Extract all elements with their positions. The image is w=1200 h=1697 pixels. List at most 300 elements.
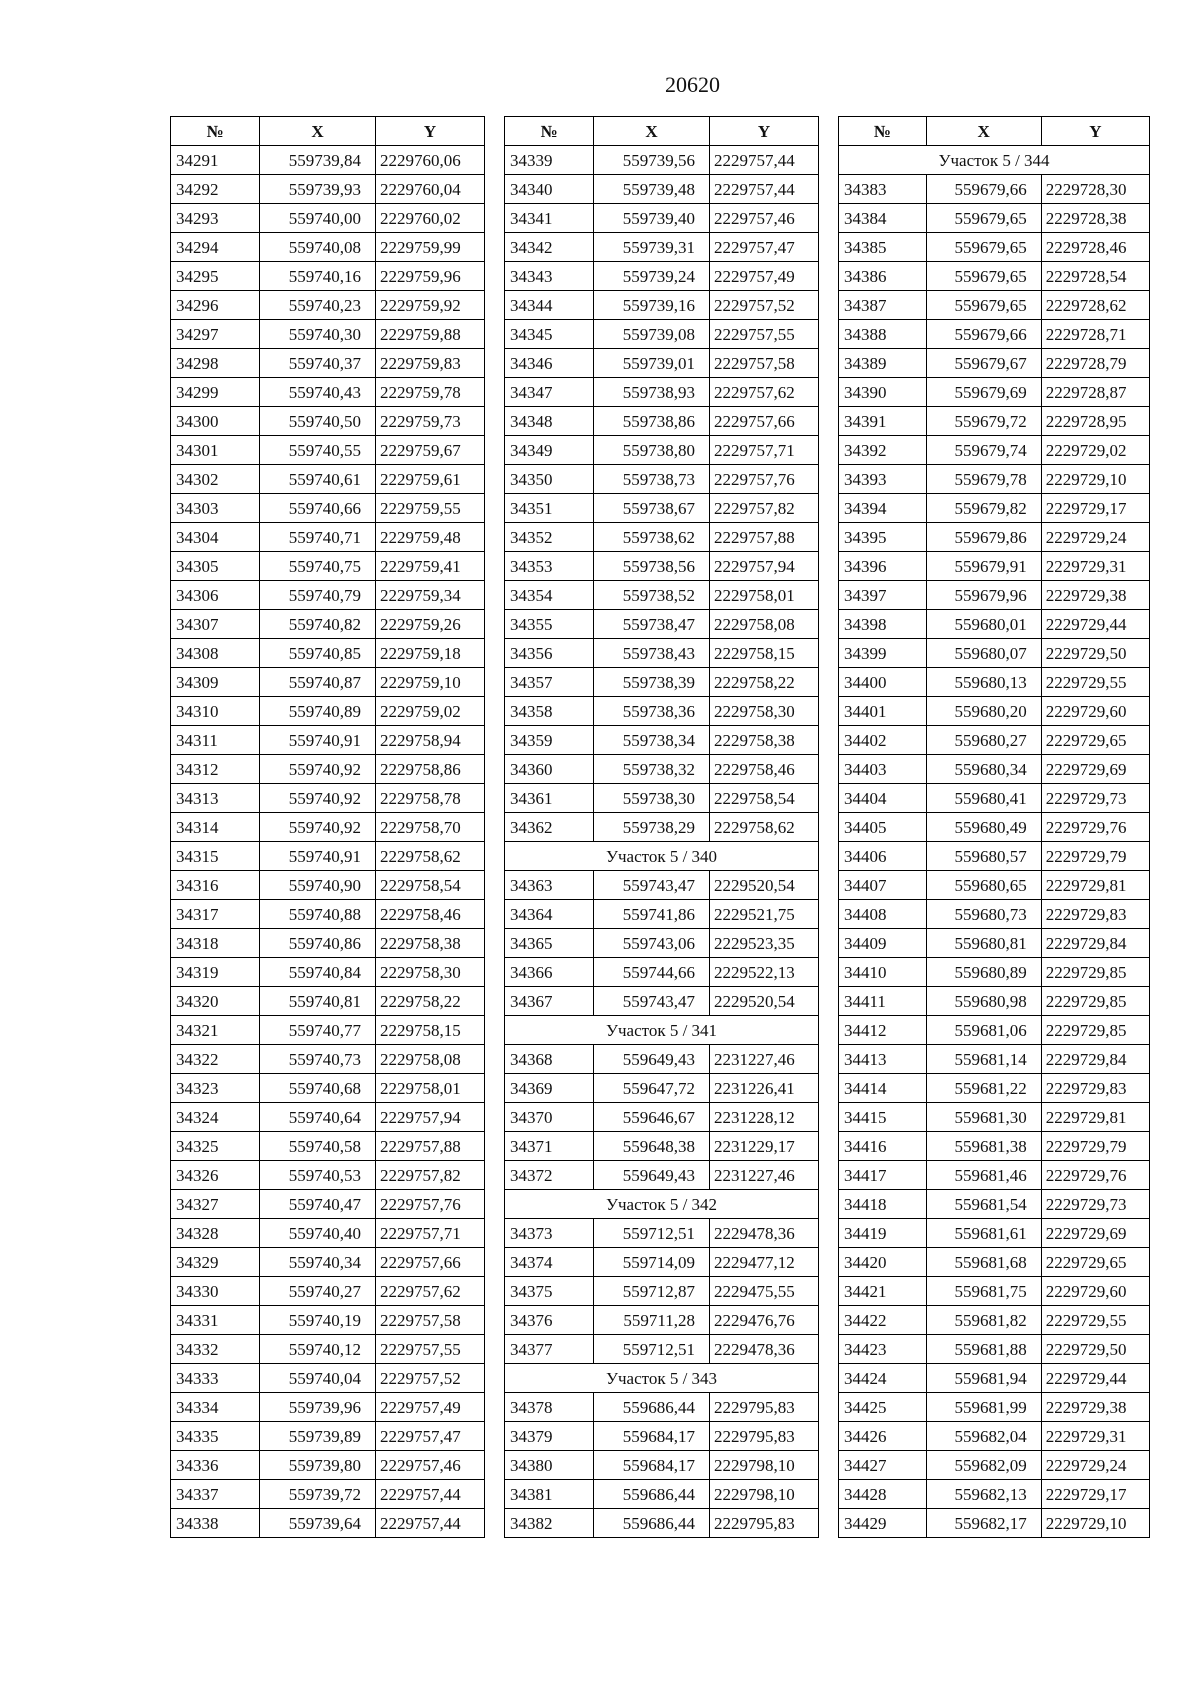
table-row (839, 1364, 1150, 1393)
point-number: 34346 (505, 349, 594, 378)
coord-y: 2229759,99 (376, 233, 485, 262)
point-number: 34397 (839, 581, 927, 610)
table-row (171, 146, 485, 175)
table-row (505, 784, 819, 813)
point-number: 34396 (839, 552, 927, 581)
point-number: 34403 (839, 755, 927, 784)
table-row (505, 958, 819, 987)
coord-y: 2229759,78 (376, 378, 485, 407)
coord-y: 2231226,41 (710, 1074, 819, 1103)
point-number: 34383 (839, 175, 927, 204)
coord-x: 559647,72 (594, 1074, 710, 1103)
coord-x: 559679,65 (926, 233, 1041, 262)
coord-x: 559739,64 (260, 1509, 376, 1538)
point-number: 34331 (171, 1306, 260, 1335)
table-header-row (171, 117, 485, 146)
point-number: 34299 (171, 378, 260, 407)
table-row (171, 1335, 485, 1364)
coord-y: 2229477,12 (710, 1248, 819, 1277)
table-row (839, 1335, 1150, 1364)
coord-x: 559738,73 (594, 465, 710, 494)
coord-x: 559740,79 (260, 581, 376, 610)
coord-x: 559680,41 (926, 784, 1041, 813)
point-number: 34320 (171, 987, 260, 1016)
coord-x: 559740,85 (260, 639, 376, 668)
table-row (505, 668, 819, 697)
point-number: 34422 (839, 1306, 927, 1335)
page-number: 20620 (665, 72, 720, 97)
coord-y: 2229729,50 (1041, 639, 1149, 668)
coord-y: 2229757,49 (710, 262, 819, 291)
coord-x: 559680,73 (926, 900, 1041, 929)
point-number: 34366 (505, 958, 594, 987)
point-number: 34291 (171, 146, 260, 175)
coord-y: 2229729,55 (1041, 668, 1149, 697)
point-number: 34379 (505, 1422, 594, 1451)
point-number: 34329 (171, 1248, 260, 1277)
table-row (171, 1277, 485, 1306)
table-header-row (839, 117, 1150, 146)
table-row (171, 436, 485, 465)
table-row (839, 233, 1150, 262)
coord-y: 2229759,83 (376, 349, 485, 378)
coord-x: 559739,89 (260, 1422, 376, 1451)
coord-x: 559738,29 (594, 813, 710, 842)
point-number: 34406 (839, 842, 927, 871)
coord-x: 559740,64 (260, 1103, 376, 1132)
table-row (839, 610, 1150, 639)
coord-y: 2229729,02 (1041, 436, 1149, 465)
coord-y: 2229757,66 (376, 1248, 485, 1277)
point-number: 34392 (839, 436, 927, 465)
coord-y: 2229757,44 (710, 175, 819, 204)
table-row (839, 755, 1150, 784)
coord-y: 2229729,31 (1041, 552, 1149, 581)
table-row (839, 1161, 1150, 1190)
table-row (505, 1219, 819, 1248)
table-row (171, 1016, 485, 1045)
coord-y: 2229520,54 (710, 871, 819, 900)
coord-x: 559739,31 (594, 233, 710, 262)
coord-x: 559740,71 (260, 523, 376, 552)
table-row (839, 1277, 1150, 1306)
coord-x: 559680,98 (926, 987, 1041, 1016)
coord-x: 559739,93 (260, 175, 376, 204)
point-number: 34309 (171, 668, 260, 697)
coord-y: 2231228,12 (710, 1103, 819, 1132)
point-number: 34295 (171, 262, 260, 291)
point-number: 34368 (505, 1045, 594, 1074)
coord-y: 2229758,30 (376, 958, 485, 987)
table-row (171, 581, 485, 610)
table-row (839, 1132, 1150, 1161)
point-number: 34391 (839, 407, 927, 436)
coord-x: 559740,08 (260, 233, 376, 262)
coord-x: 559679,69 (926, 378, 1041, 407)
point-number: 34348 (505, 407, 594, 436)
point-number: 34401 (839, 697, 927, 726)
coord-x: 559739,16 (594, 291, 710, 320)
coord-y: 2229758,01 (376, 1074, 485, 1103)
coordinate-tables (170, 116, 1150, 1591)
coord-x: 559740,81 (260, 987, 376, 1016)
table-row (171, 900, 485, 929)
point-number: 34306 (171, 581, 260, 610)
coord-x: 559740,92 (260, 813, 376, 842)
coord-y: 2229758,70 (376, 813, 485, 842)
coord-x: 559740,47 (260, 1190, 376, 1219)
coord-y: 2229757,94 (376, 1103, 485, 1132)
coord-y: 2229729,10 (1041, 465, 1149, 494)
point-number: 34322 (171, 1045, 260, 1074)
coord-x: 559679,74 (926, 436, 1041, 465)
point-number: 34429 (839, 1509, 927, 1538)
coord-x: 559739,56 (594, 146, 710, 175)
table-row (505, 900, 819, 929)
header-y: Y (710, 117, 819, 146)
coord-y: 2229729,83 (1041, 900, 1149, 929)
table-row (505, 204, 819, 233)
point-number: 34351 (505, 494, 594, 523)
coord-y: 2229523,35 (710, 929, 819, 958)
coord-x: 559679,65 (926, 204, 1041, 233)
table-row (505, 349, 819, 378)
coord-y: 2229729,76 (1041, 813, 1149, 842)
point-number: 34341 (505, 204, 594, 233)
table-row (839, 1103, 1150, 1132)
header-x: X (260, 117, 376, 146)
table-row (505, 552, 819, 581)
point-number: 34296 (171, 291, 260, 320)
table-row (839, 958, 1150, 987)
coord-y: 2229759,41 (376, 552, 485, 581)
coord-x: 559740,92 (260, 784, 376, 813)
table-row (505, 755, 819, 784)
point-number: 34358 (505, 697, 594, 726)
coord-x: 559740,91 (260, 842, 376, 871)
coord-y: 2229798,10 (710, 1480, 819, 1509)
point-number: 34319 (171, 958, 260, 987)
coord-x: 559744,66 (594, 958, 710, 987)
coord-x: 559680,01 (926, 610, 1041, 639)
point-number: 34300 (171, 407, 260, 436)
table-row (171, 233, 485, 262)
section-title: Участок 5 / 343 (505, 1364, 819, 1393)
coord-x: 559712,51 (594, 1219, 710, 1248)
point-number: 34357 (505, 668, 594, 697)
point-number: 34333 (171, 1364, 260, 1393)
point-number: 34294 (171, 233, 260, 262)
coord-y: 2229729,69 (1041, 1219, 1149, 1248)
table-row (171, 1219, 485, 1248)
coord-x: 559686,44 (594, 1509, 710, 1538)
coord-x: 559681,99 (926, 1393, 1041, 1422)
coord-y: 2229729,24 (1041, 523, 1149, 552)
point-number: 34323 (171, 1074, 260, 1103)
point-number: 34413 (839, 1045, 927, 1074)
point-number: 34386 (839, 262, 927, 291)
point-number: 34349 (505, 436, 594, 465)
coord-x: 559679,82 (926, 494, 1041, 523)
table-row (505, 1393, 819, 1422)
coord-x: 559679,91 (926, 552, 1041, 581)
coord-y: 2229758,62 (710, 813, 819, 842)
coord-y: 2229757,71 (376, 1219, 485, 1248)
coord-x: 559740,68 (260, 1074, 376, 1103)
point-number: 34359 (505, 726, 594, 755)
header-number: № (839, 117, 927, 146)
table-row (505, 1161, 819, 1190)
coord-x: 559681,06 (926, 1016, 1041, 1045)
coord-y: 2229478,36 (710, 1219, 819, 1248)
point-number: 34362 (505, 813, 594, 842)
point-number: 34382 (505, 1509, 594, 1538)
coord-y: 2229729,83 (1041, 1074, 1149, 1103)
table-row (171, 668, 485, 697)
coord-y: 2229758,86 (376, 755, 485, 784)
header-x: X (594, 117, 710, 146)
point-number: 34308 (171, 639, 260, 668)
table-row (839, 552, 1150, 581)
coord-x: 559681,61 (926, 1219, 1041, 1248)
point-number: 34292 (171, 175, 260, 204)
table-row (171, 465, 485, 494)
point-number: 34408 (839, 900, 927, 929)
point-number: 34344 (505, 291, 594, 320)
coord-x: 559681,88 (926, 1335, 1041, 1364)
point-number: 34407 (839, 871, 927, 900)
point-number: 34416 (839, 1132, 927, 1161)
coord-y: 2229757,58 (710, 349, 819, 378)
coord-x: 559682,09 (926, 1451, 1041, 1480)
coord-x: 559739,08 (594, 320, 710, 349)
point-number: 34381 (505, 1480, 594, 1509)
coord-x: 559738,62 (594, 523, 710, 552)
coord-y: 2229728,30 (1041, 175, 1149, 204)
coord-x: 559740,84 (260, 958, 376, 987)
point-number: 34415 (839, 1103, 927, 1132)
table-row (505, 1451, 819, 1480)
coord-y: 2229759,48 (376, 523, 485, 552)
coord-x: 559684,17 (594, 1422, 710, 1451)
coord-x: 559740,40 (260, 1219, 376, 1248)
table-row (171, 552, 485, 581)
table-row (839, 1219, 1150, 1248)
coord-x: 559740,55 (260, 436, 376, 465)
coord-y: 2229757,88 (376, 1132, 485, 1161)
coord-y: 2229795,83 (710, 1422, 819, 1451)
coord-x: 559740,23 (260, 291, 376, 320)
table-row (505, 465, 819, 494)
coord-y: 2229729,79 (1041, 842, 1149, 871)
section-row (505, 1364, 819, 1393)
coord-y: 2229757,62 (710, 378, 819, 407)
coord-y: 2231227,46 (710, 1161, 819, 1190)
section-row (505, 842, 819, 871)
coord-x: 559680,49 (926, 813, 1041, 842)
coord-x: 559738,36 (594, 697, 710, 726)
coord-y: 2229757,76 (376, 1190, 485, 1219)
point-number: 34334 (171, 1393, 260, 1422)
table-row (839, 349, 1150, 378)
point-number: 34363 (505, 871, 594, 900)
coord-y: 2229475,55 (710, 1277, 819, 1306)
coord-x: 559740,43 (260, 378, 376, 407)
header-number: № (505, 117, 594, 146)
table-row (505, 291, 819, 320)
table-row (839, 378, 1150, 407)
point-number: 34404 (839, 784, 927, 813)
coord-x: 559681,22 (926, 1074, 1041, 1103)
table-row (839, 1480, 1150, 1509)
coord-y: 2229729,84 (1041, 929, 1149, 958)
table-row (171, 726, 485, 755)
point-number: 34398 (839, 610, 927, 639)
coord-x: 559740,34 (260, 1248, 376, 1277)
point-number: 34374 (505, 1248, 594, 1277)
point-number: 34342 (505, 233, 594, 262)
point-number: 34360 (505, 755, 594, 784)
table-row (839, 871, 1150, 900)
point-number: 34355 (505, 610, 594, 639)
table-header-row (505, 117, 819, 146)
coord-x: 559679,67 (926, 349, 1041, 378)
table-row (171, 639, 485, 668)
table-row (171, 523, 485, 552)
coord-x: 559739,80 (260, 1451, 376, 1480)
point-number: 34301 (171, 436, 260, 465)
table-row (505, 610, 819, 639)
coord-x: 559738,32 (594, 755, 710, 784)
table-row (839, 1045, 1150, 1074)
table-row (505, 378, 819, 407)
point-number: 34414 (839, 1074, 927, 1103)
table-row (839, 1509, 1150, 1538)
coord-x: 559739,84 (260, 146, 376, 175)
table-row (505, 726, 819, 755)
coord-y: 2229728,62 (1041, 291, 1149, 320)
point-number: 34367 (505, 987, 594, 1016)
coord-x: 559738,86 (594, 407, 710, 436)
point-number: 34313 (171, 784, 260, 813)
coord-y: 2229759,73 (376, 407, 485, 436)
table-row (839, 175, 1150, 204)
coord-y: 2229729,60 (1041, 1277, 1149, 1306)
coord-x: 559739,96 (260, 1393, 376, 1422)
table-row (505, 1248, 819, 1277)
coord-y: 2229729,65 (1041, 1248, 1149, 1277)
table-row (171, 175, 485, 204)
point-number: 34302 (171, 465, 260, 494)
coordinate-table-1 (170, 116, 485, 1538)
point-number: 34310 (171, 697, 260, 726)
coord-y: 2229729,65 (1041, 726, 1149, 755)
point-number: 34399 (839, 639, 927, 668)
point-number: 34389 (839, 349, 927, 378)
table-row (839, 523, 1150, 552)
coord-y: 2229758,22 (710, 668, 819, 697)
table-row (171, 1103, 485, 1132)
table-row (839, 697, 1150, 726)
table-row (839, 1016, 1150, 1045)
coord-x: 559740,90 (260, 871, 376, 900)
table-row (505, 1422, 819, 1451)
coord-y: 2229758,54 (376, 871, 485, 900)
coord-y: 2229758,54 (710, 784, 819, 813)
coord-y: 2229478,36 (710, 1335, 819, 1364)
coord-x: 559680,34 (926, 755, 1041, 784)
table-row (505, 1277, 819, 1306)
coord-y: 2229758,30 (710, 697, 819, 726)
coord-y: 2229757,46 (376, 1451, 485, 1480)
point-number: 34378 (505, 1393, 594, 1422)
coord-x: 559712,51 (594, 1335, 710, 1364)
coord-y: 2229729,60 (1041, 697, 1149, 726)
table-row (171, 407, 485, 436)
table-row (505, 1045, 819, 1074)
header-y: Y (1041, 117, 1149, 146)
point-number: 34423 (839, 1335, 927, 1364)
coord-y: 2229758,22 (376, 987, 485, 1016)
coord-x: 559740,50 (260, 407, 376, 436)
point-number: 34421 (839, 1277, 927, 1306)
coord-x: 559738,56 (594, 552, 710, 581)
coord-y: 2229729,73 (1041, 784, 1149, 813)
coord-y: 2229757,88 (710, 523, 819, 552)
coord-x: 559646,67 (594, 1103, 710, 1132)
coord-y: 2229729,38 (1041, 581, 1149, 610)
coord-y: 2229758,94 (376, 726, 485, 755)
table-row (171, 378, 485, 407)
coord-x: 559740,87 (260, 668, 376, 697)
table-row (505, 175, 819, 204)
point-number: 34375 (505, 1277, 594, 1306)
table-row (171, 987, 485, 1016)
point-number: 34350 (505, 465, 594, 494)
table-row (505, 1480, 819, 1509)
point-number: 34373 (505, 1219, 594, 1248)
table-row (171, 610, 485, 639)
coord-x: 559738,52 (594, 581, 710, 610)
point-number: 34337 (171, 1480, 260, 1509)
coord-x: 559681,82 (926, 1306, 1041, 1335)
coord-y: 2229758,01 (710, 581, 819, 610)
coord-x: 559741,86 (594, 900, 710, 929)
coord-x: 559680,89 (926, 958, 1041, 987)
table-row (505, 697, 819, 726)
coord-y: 2229757,46 (710, 204, 819, 233)
table-row (839, 436, 1150, 465)
point-number: 34336 (171, 1451, 260, 1480)
coord-y: 2229757,55 (376, 1335, 485, 1364)
coord-x: 559679,78 (926, 465, 1041, 494)
coord-x: 559740,89 (260, 697, 376, 726)
table-row (839, 1306, 1150, 1335)
coord-y: 2229729,84 (1041, 1045, 1149, 1074)
table-row (171, 929, 485, 958)
point-number: 34297 (171, 320, 260, 349)
point-number: 34424 (839, 1364, 927, 1393)
point-number: 34293 (171, 204, 260, 233)
coord-x: 559681,54 (926, 1190, 1041, 1219)
table-row (505, 871, 819, 900)
coord-x: 559740,19 (260, 1306, 376, 1335)
coord-y: 2229729,38 (1041, 1393, 1149, 1422)
coord-y: 2229758,15 (376, 1016, 485, 1045)
point-number: 34327 (171, 1190, 260, 1219)
point-number: 34361 (505, 784, 594, 813)
table-row (171, 494, 485, 523)
